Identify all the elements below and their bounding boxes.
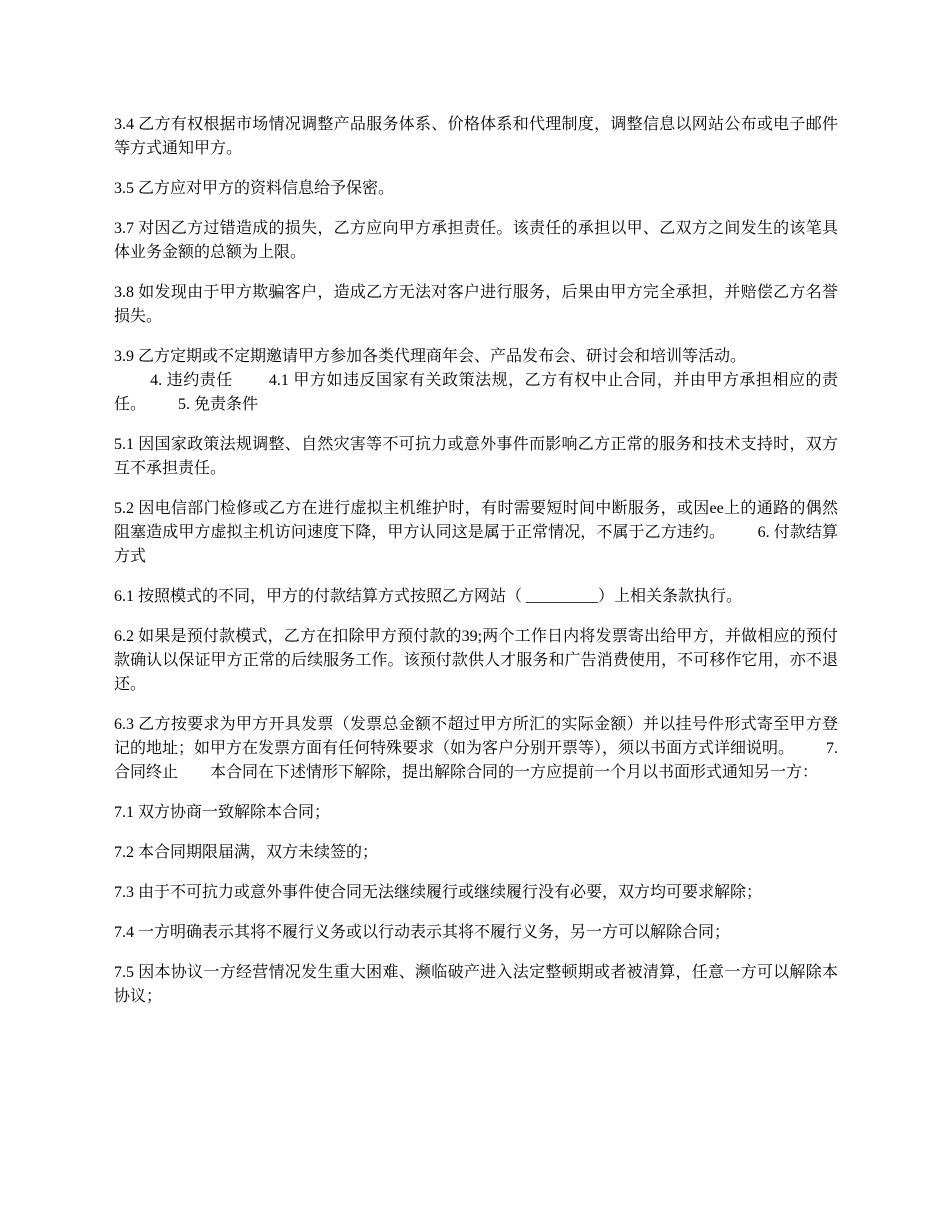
clause-3-8: 3.8 如发现由于甲方欺骗客户，造成乙方无法对客户进行服务，后果由甲方完全承担，并赔偿乙方名誉损失。 — [114, 284, 838, 325]
clause-7-2: 7.2 本合同期限届满，双方未续签的； — [114, 844, 379, 861]
clause-3-5: 3.5 乙方应对甲方的资料信息给予保密。 — [114, 180, 395, 197]
clause-3-4: 3.4 乙方有权根据市场情况调整产品服务体系、价格体系和代理制度，调整信息以网站公布或电子邮件等方式通知甲方。 — [114, 116, 838, 157]
document-body — [114, 113, 843, 1025]
clause-6-2: 6.2 如果是预付款模式，乙方在扣除甲方预付款的39;两个工作日内将发票寄出给甲方，并做相应的预付款确认以保证甲方正常的后续服务工作。该预付款供人才服务和广告消费使用，不可移作它用，亦不退还。 — [114, 628, 838, 693]
clause-5-1: 5.1 因国家政策法规调整、自然灾害等不可抗力或意外事件而影响乙方正常的服务和技术支持时，双方互不承担责任。 — [114, 436, 838, 477]
clause-7-5: 7.5 因本协议一方经营情况发生重大困难、濒临破产进入法定整顿期或者被清算，任意一方可以解除本协议； — [114, 964, 838, 1005]
clause-7-1: 7.1 双方协商一致解除本合同； — [114, 804, 331, 821]
clause-3-7: 3.7 对因乙方过错造成的损失，乙方应向甲方承担责任。该责任的承担以甲、乙双方之间发生的该笔具体业务金额的总额为上限。 — [114, 220, 838, 261]
clause-5-2-section-6: 5.2 因电信部门检修或乙方在进行虚拟主机维护时，有时需要短时间中断服务，或因ee上的通路的偶然阻塞造成甲方虚拟主机访问速度下降，甲方认同这是属于正常情况，不属于乙方违约。 6. 付款结算方式 — [114, 500, 838, 565]
clause-7-3: 7.3 由于不可抗力或意外事件使合同无法继续履行或继续履行没有必要，双方均可要求解除； — [114, 884, 763, 901]
clause-7-4: 7.4 一方明确表示其将不履行义务或以行动表示其将不履行义务，另一方可以解除合同； — [114, 924, 731, 941]
clause-6-1: 6.1 按照模式的不同，甲方的付款结算方式按照乙方网站（ _________）上相关条款执行。 — [114, 588, 743, 605]
clause-6-3-section-7: 6.3 乙方按要求为甲方开具发票（发票总金额不超过甲方所汇的实际金额）并以挂号件形式寄至甲方登记的地址；如甲方在发票方面有任何特殊要求（如为客户分别开票等），须以书面方式详细说明。 7. 合同终止 本合同在下述情形下解除，提出解除合同的一方应提前一个月以书面形式通知另一方： — [114, 716, 843, 781]
clause-3-9-section-4-5: 3.9 乙方定期或不定期邀请甲方参加各类代理商年会、产品发布会、研讨会和培训等活动。 4. 违约责任 4.1 甲方如违反国家有关政策法规，乙方有权中止合同，并由甲方承担相应的责任。 5. 免责条件 — [114, 348, 838, 413]
